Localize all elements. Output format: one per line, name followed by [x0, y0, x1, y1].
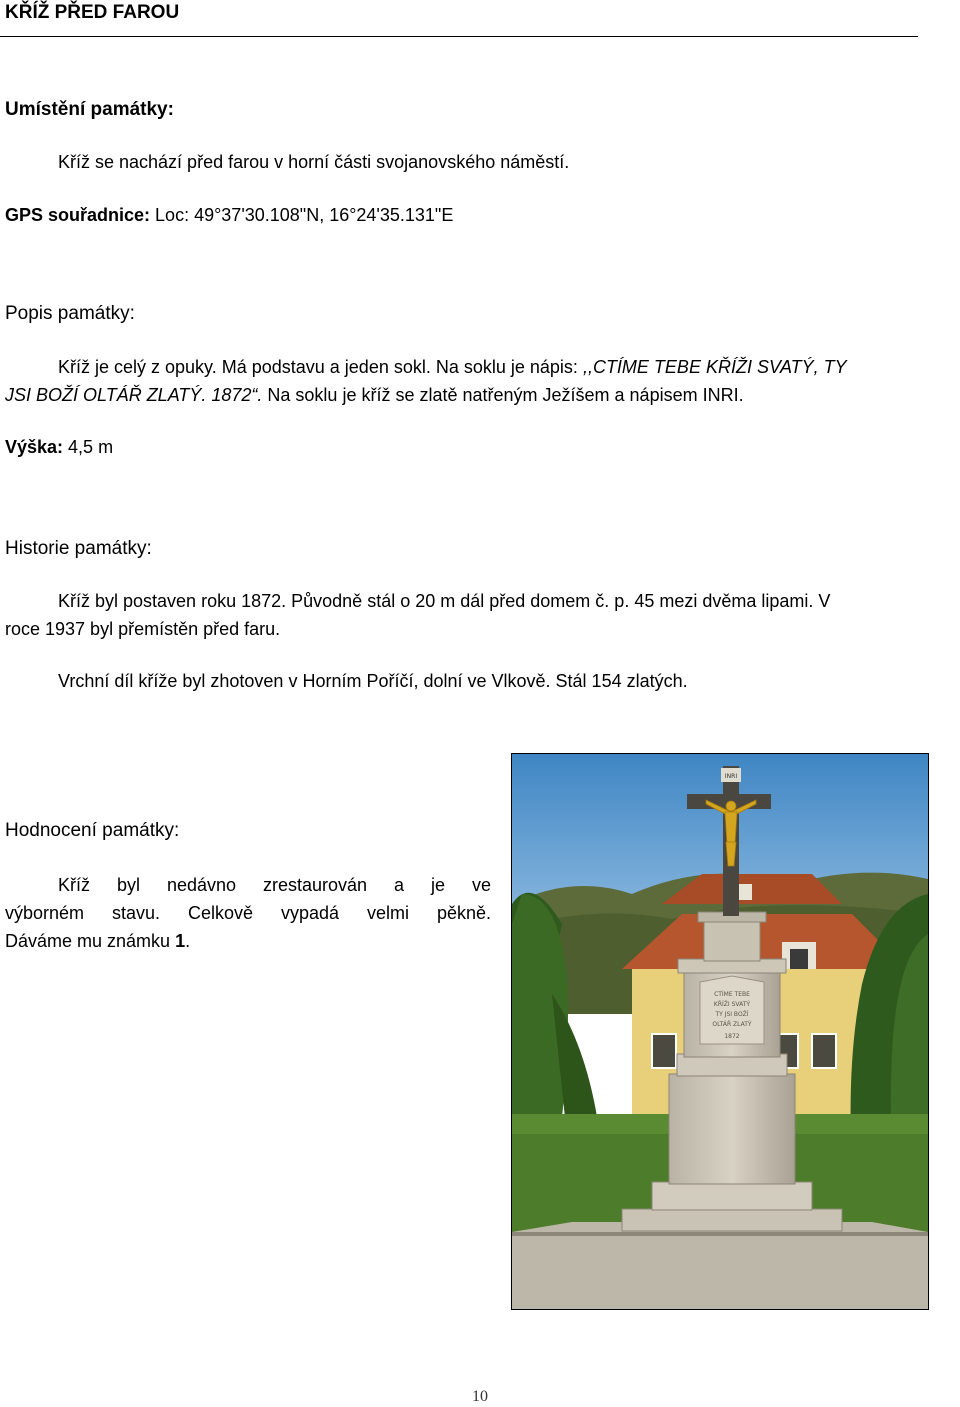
- description-text: Kříž je celý z opuky. Má podstavu a jeden sokl. Na soklu je nápis:: [58, 357, 583, 377]
- history-line-2: roce 1937 byl přemístěn před faru.: [5, 619, 281, 639]
- description-heading: Popis památky:: [5, 303, 135, 324]
- description-line-1: [58, 353, 960, 381]
- inscription-quote-end: JSI BOŽÍ OLTÁŘ ZLATÝ. 1872“.: [5, 385, 263, 405]
- inscription-line: OLTÁŘ ZLATÝ: [712, 1021, 752, 1028]
- inri-label: INRI: [724, 773, 738, 780]
- description-text-end: Na soklu je kříž se zlatě natřeným Ježíšem a nápisem INRI.: [262, 385, 744, 405]
- cross-photo: [511, 753, 929, 1310]
- rating-line-1: Kříž byl nedávno zrestaurován a je ve: [58, 875, 491, 895]
- inscription-line: TY JSI BOŽÍ: [715, 1011, 749, 1018]
- location-heading: Umístění památky:: [5, 99, 174, 120]
- history-line-3: Vrchní díl kříže byl zhotoven v Horním Poříčí, dolní ve Vlkově. Stál 154 zlatých.: [58, 671, 688, 691]
- cross-photo-illustration: [512, 754, 928, 1309]
- rating-period: .: [185, 931, 191, 951]
- rating-text: Dáváme mu známku: [5, 931, 176, 951]
- rating-grade: 1: [175, 931, 186, 951]
- title-underline: [0, 36, 918, 37]
- inscription-line: 1872: [724, 1033, 740, 1040]
- height-value: 4,5 m: [63, 437, 114, 457]
- rating-line-2: výborném stavu. Celkově vypadá velmi pěkně.: [5, 903, 491, 923]
- page-number: 10: [472, 1388, 488, 1405]
- pedestal-base: [669, 1074, 795, 1184]
- rating-line-3: [5, 927, 190, 955]
- height-line: [5, 433, 113, 461]
- gps-value: Loc: 49°37'30.108"N, 16°24'35.131"E: [150, 205, 454, 225]
- inscription-line: CTÍME TEBE: [714, 991, 750, 998]
- page-title: KŘÍŽ PŘED FAROU: [5, 2, 180, 23]
- height-label: Výška:: [5, 437, 64, 457]
- column: [704, 919, 760, 961]
- pedestal-step: [622, 1209, 842, 1231]
- inscription-quote: ,,CTÍME TEBE KŘÍŽI SVATÝ, TY: [582, 357, 847, 377]
- rating-heading: Hodnocení památky:: [5, 820, 180, 841]
- location-text: Kříž se nachází před farou v horní části svojanovského náměstí.: [58, 152, 570, 172]
- history-line-1: Kříž byl postaven roku 1872. Původně stál o 20 m dál před domem č. p. 45 mezi dvěma lipami. V: [58, 591, 831, 611]
- history-heading: Historie památky:: [5, 538, 152, 559]
- inscription-line: KŘÍŽI SVATÝ: [713, 1001, 751, 1008]
- gps-label: GPS souřadnice:: [5, 205, 151, 225]
- description-line-2: [5, 381, 744, 409]
- gps-line: [5, 201, 453, 229]
